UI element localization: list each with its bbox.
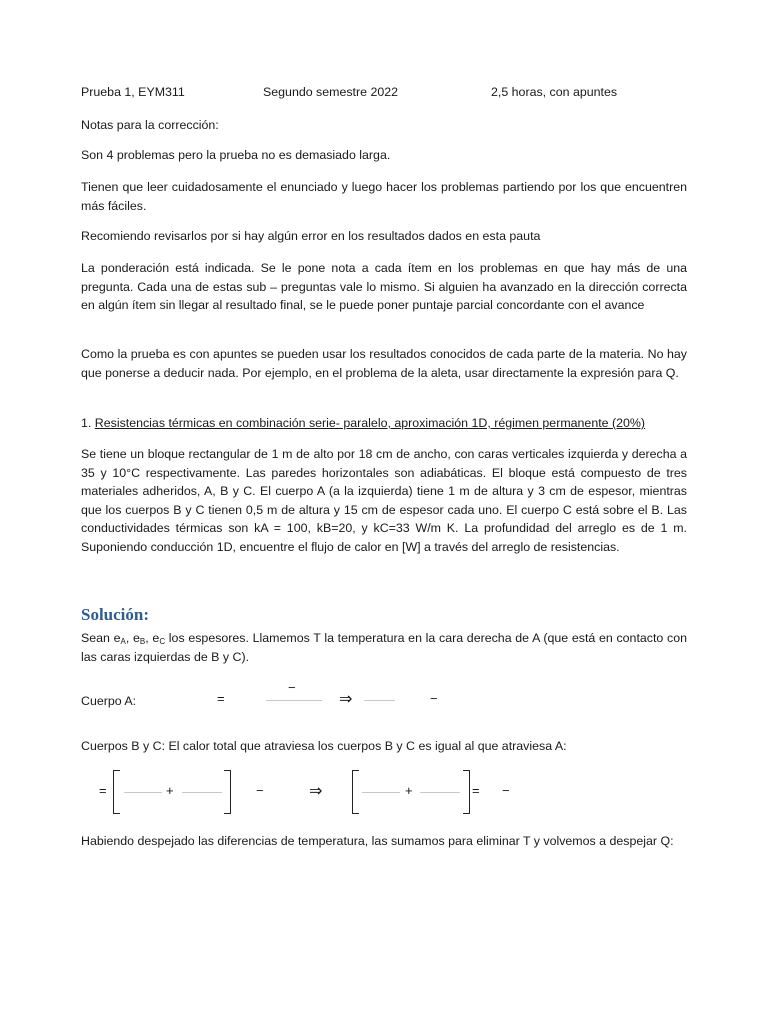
notes-paragraph-5: Como la prueba es con apuntes se pueden usar los resultados conocidos de cada parte de la materia. No hay que ponerse a deducir nada. Por ejemplo, en el problema de la aleta, usar directamente la expresión para Q. (81, 347, 687, 380)
eq-bc-plus-2: + (405, 783, 413, 798)
duration-label: 2,5 horas, con apuntes (491, 85, 618, 99)
course-label: Prueba 1, EYM311 (81, 85, 185, 99)
eq-a-implies: ⇒ (339, 691, 353, 708)
body-a-label: Cuerpo A: (81, 694, 137, 708)
notes-paragraph-1: Son 4 problemas pero la prueba no es demasiado larga. (81, 148, 391, 162)
bodies-bc-label: Cuerpos B y C: El calor total que atraviesa los cuerpos B y C es igual al que atraviesa A: (81, 739, 567, 753)
eq-bc-fraction-bar-4 (420, 792, 460, 793)
eq-bc-fraction-bar-3 (362, 792, 400, 793)
problem-number: 1. (81, 416, 95, 430)
notes-paragraph-3: Recomiendo revisarlos por si hay algún error en los resultados dados en esta pauta (81, 229, 541, 243)
eq-bc-left-bracket-1 (113, 770, 120, 814)
eq-a-fraction-bar-1 (266, 700, 322, 701)
eq-bc-fraction-bar-2 (182, 792, 222, 793)
eq-bc-minus-1: − (256, 783, 264, 798)
eq-bc-fraction-bar-1 (124, 792, 162, 793)
problem-1-heading (81, 414, 687, 433)
eq-bc-implies: ⇒ (309, 783, 323, 800)
eq-bc-equals-2: = (472, 783, 480, 798)
eq-bc-right-bracket-1 (224, 770, 231, 814)
solution-heading: Solución: (81, 605, 150, 624)
exam-header (81, 85, 687, 103)
eq-a-equals: = (217, 691, 225, 706)
eq-bc-plus-1: + (166, 783, 174, 798)
notes-paragraph-2: Tienen que leer cuidadosamente el enunciado y luego hacer los problemas partiendo por los que encuentren más fáciles. (81, 180, 687, 213)
eq-bc-minus-2: − (502, 783, 510, 798)
solution-closing: Habiendo despejado las diferencias de temperatura, las sumamos para eliminar T y volvemos a despejar Q: (81, 834, 674, 848)
eq-bc-left-bracket-2 (352, 770, 359, 814)
eq-a-minus-top: − (288, 680, 296, 695)
problem-1-statement: Se tiene un bloque rectangular de 1 m de alto por 18 cm de ancho, con caras verticales izquierda y derecha a 35 y 10°C respectivamente. Las paredes horizontales son adiabáticas. El bloque está compuesto de tres materiales adheridos, A, B y C. El cuerpo A (a la izquierda) tiene 1 m de altura y 3 cm de espesor, mientras que los cuerpos B y C tienen 0,5 m de altura y 15 cm de espesor cada uno. El cuerpo C está sobre el B. Las conductividades térmicas son kA = 100, kB=20, y kC=33 W/m K. La profundidad del arreglo es de 1 m. Suponiendo conducción 1D, encuentre el flujo de calor en [W] a través del arreglo de resistencias. (81, 447, 687, 554)
notes-title: Notas para la corrección: (81, 118, 219, 132)
eq-bc-equals: = (99, 783, 107, 798)
problem-title: Resistencias térmicas en combinación serie- paralelo, aproximación 1D, régimen permanente (20%) (94, 416, 646, 430)
notes-paragraph-4: La ponderación está indicada. Se le pone nota a cada ítem en los problemas en que hay más de una pregunta. Cada una de estas sub – preguntas vale lo mismo. Si alguien ha avanzado en la dirección correcta en algún ítem sin llegar al resultado final, se le puede poner puntaje parcial concordante con el avance (81, 261, 687, 313)
eq-a-fraction-bar-2 (364, 700, 395, 701)
semester-label: Segundo semestre 2022 (263, 85, 399, 99)
eq-bc-right-bracket-2 (463, 770, 470, 814)
eq-a-minus-right: − (430, 691, 438, 706)
solution-intro: Sean $e_A$, $e_B$, $e_C$ los espesores. Llamemos T la temperatura en la cara derecha de A (que está en contacto con las caras izquierdas de B y C). (81, 631, 687, 664)
